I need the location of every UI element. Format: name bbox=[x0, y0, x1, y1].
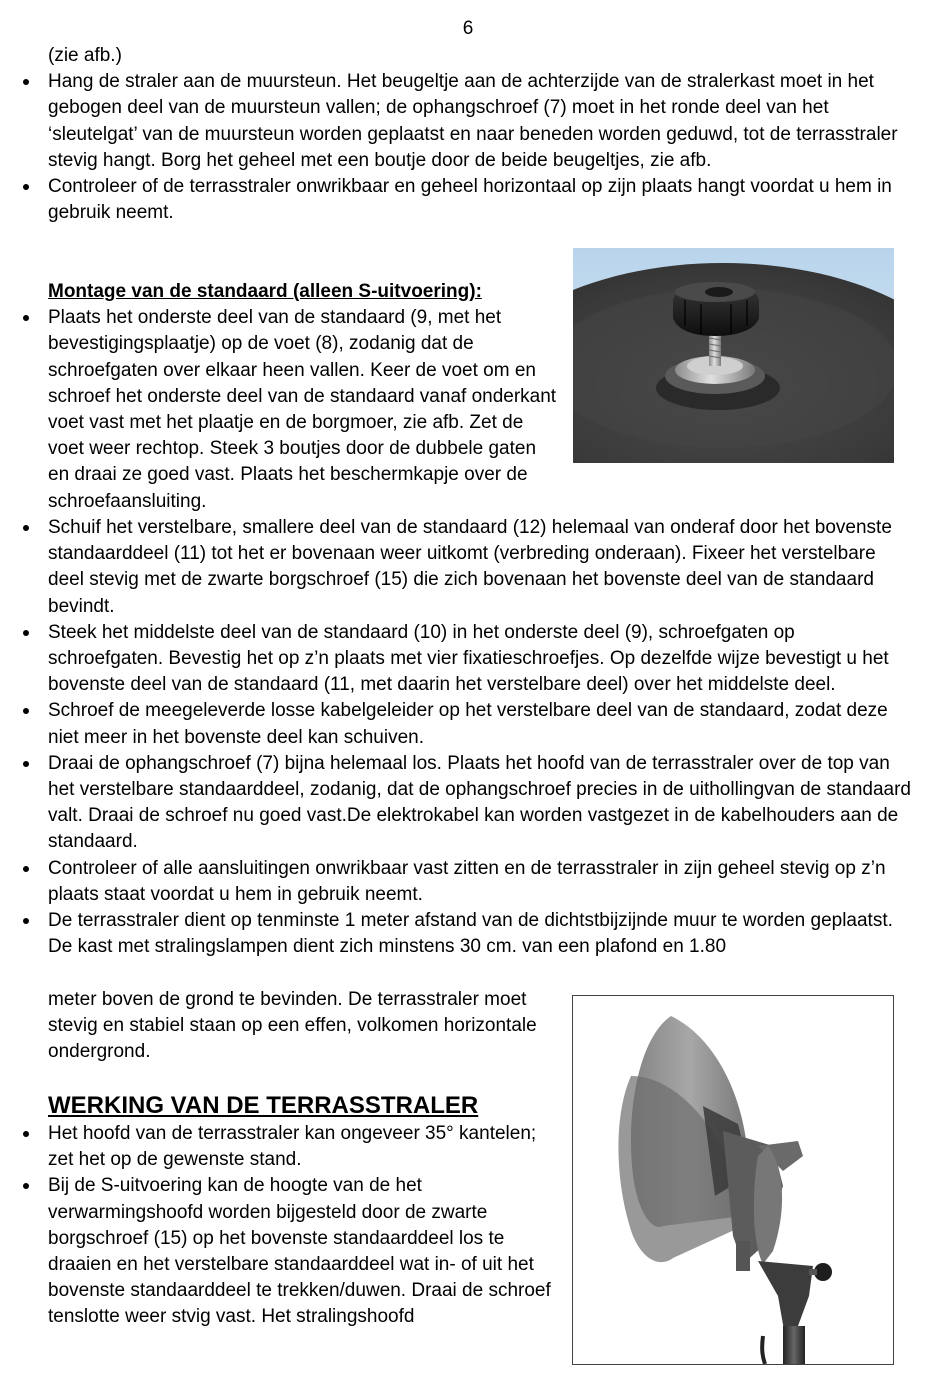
top-text-block bbox=[0, 43, 912, 226]
bullet-distance-continuation: meter boven de grond te bevinden. De terrasstraler moet stevig en stabiel staan op een effen, volkomen horizontale ondergrond. bbox=[48, 989, 537, 1063]
intro-continuation: (zie afb.) bbox=[48, 45, 122, 66]
bullet-item: Steek het middelste deel van de standaard (10) in het onderste deel (9), schroefgaten op schroefgaten. Bevestig het op z’n plaats met vier fixatieschroefjes. Op dezelfde wijze bevestigt u het bovenste deel van de standaard (11, met daarin het verstelbare deel) over het middelste deel. bbox=[0, 620, 912, 699]
heater-tilt-illustration-box bbox=[572, 995, 894, 1365]
standaard-first-bullet bbox=[0, 305, 560, 515]
bullet-item: Het hoofd van de terrasstraler kan ongeveer 35° kantelen; zet het op de gewenste stand. bbox=[0, 1121, 560, 1173]
top-bullet-list bbox=[0, 69, 912, 226]
bullet-item: Bij de S-uitvoering kan de hoogte van de het verwarmingshoofd worden bijgesteld door de zwarte borgschroef (15) op het bovenste standaarddeel los te draaien en het verstelbare standaarddeel wat in- of uit het bovenste standaarddeel te trekken/duwen. Draai de schroef tenslotte weer stvig vast. Het stralingshoofd bbox=[0, 1173, 560, 1330]
base-knob-illustration bbox=[573, 248, 894, 463]
section-heading-standaard: Montage van de standaard (alleen S-uitvoering): bbox=[48, 281, 482, 302]
bullet-item: Schuif het verstelbare, smallere deel van de standaard (12) helemaal van onderaf door het bovenste standaarddeel (11) tot het er bovenaan weer uitkomt (verbreding onderaan). Fixeer het verstelbare deel stevig met de zwarte borgschroef (15) die zich bovenaan het bovenste deel van de standaard bevindt. bbox=[0, 515, 912, 620]
bullet-item: Schroef de meegeleverde losse kabelgeleider op het verstelbare deel van de standaard, zodat deze niet meer in het bovenste deel kan schuiven. bbox=[0, 698, 912, 750]
page-number: 6 bbox=[462, 18, 474, 39]
bullet-item: Controleer of alle aansluitingen onwrikbaar vast zitten en de terrasstraler in zijn geheel stevig op z’n plaats staat voordat u hem in gebruik neemt. bbox=[0, 856, 912, 908]
base-knob-photo bbox=[573, 248, 894, 463]
bullet-item bbox=[0, 908, 912, 960]
werking-section bbox=[0, 1091, 560, 1331]
heater-tilt-illustration bbox=[573, 996, 893, 1364]
bullet-item: Hang de straler aan de muursteun. Het beugeltje aan de achterzijde van de stralerkast moet in het gebogen deel van de muursteun vallen; de ophangschroef (7) moet in het ronde deel van het ‘sleutelgat’ van de muursteun worden geplaatst en naar beneden worden geduwd, tot de terrasstraler stevig hangt. Borg het geheel met een boutje door de beide beugeltjes, zie afb. bbox=[0, 69, 912, 174]
standaard-section-wide bbox=[0, 515, 912, 960]
standaard-bullet-list bbox=[0, 515, 912, 960]
bullet-item: Plaats het onderste deel van de standaard (9, met het bevestigingsplaatje) op de voet (8), zodanig dat de schroefgaten over elkaar heen vallen. Keer de voet om en schroef het onderste deel van de standaard vanaf onderkant voet vast met het plaatje en de borgmoer, zie afb. Zet de voet weer rechtop. Steek 3 boutjes door de dubbele gaten en draai ze goed vast. Plaats het beschermkapje over de schroefaansluiting. bbox=[0, 305, 560, 515]
bullet-item: Controleer of de terrasstraler onwrikbaar en geheel horizontaal op zijn plaats hangt voordat u hem in gebruik neemt. bbox=[0, 174, 912, 226]
section-heading-werking: WERKING VAN DE TERRASSTRALER bbox=[48, 1092, 479, 1119]
bullet-distance-full: De terrasstraler dient op tenminste 1 meter afstand van de dichtstbijzijnde muur te worden geplaatst. De kast met stralingslampen dient zich minstens 30 cm. van een plafond en 1.80 bbox=[48, 910, 893, 958]
werking-bullet-list bbox=[0, 1121, 560, 1331]
standaard-section-narrow bbox=[0, 279, 560, 515]
bullet-item: Draai de ophangschroef (7) bijna helemaal los. Plaats het hoofd van de terrasstraler over de top van het verstelbare standaarddeel, zodanig, dat de ophangschroef precies in de uithollingvan de standaard valt. Draai de schroef nu goed vast.De elektrokabel kan worden vastgezet in de kabelhouders aan de standaard. bbox=[0, 751, 912, 856]
